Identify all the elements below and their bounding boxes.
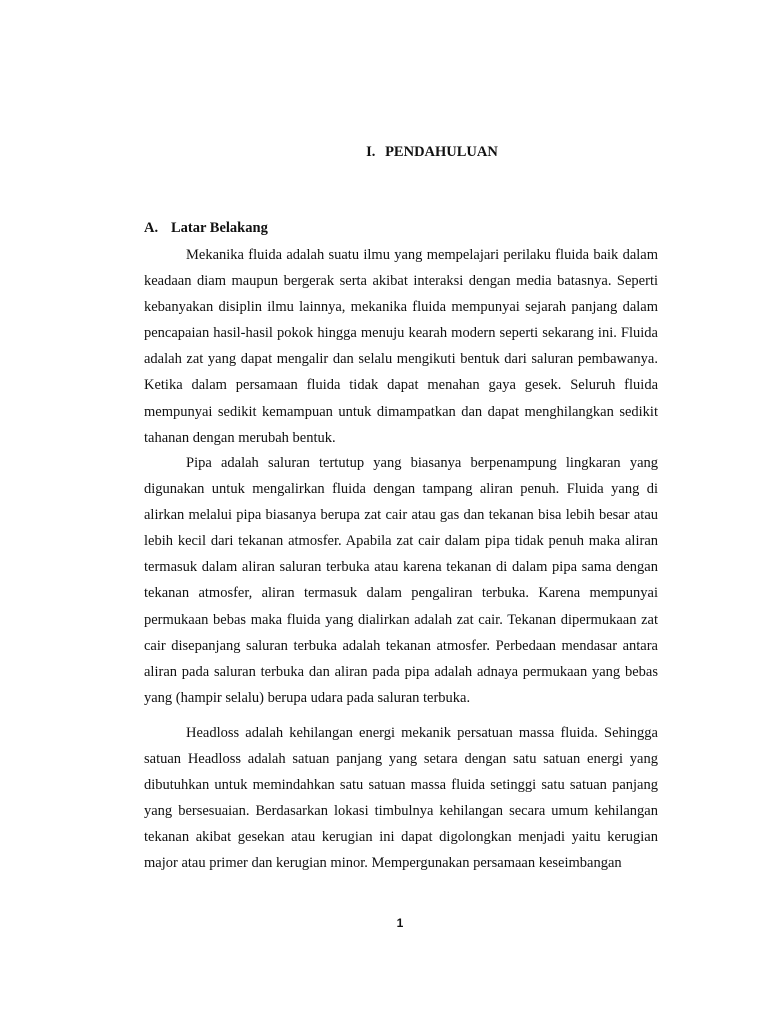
section-title-text: Latar Belakang [171, 220, 268, 236]
paragraph: Mekanika fluida adalah suatu ilmu yang mempelajari perilaku fluida baik dalam keadaan diam maupun bergerak serta akibat interaksi dengan media batasnya. Seperti kebanyakan disiplin ilmu lainnya, mekanika fluida mempunyai sejarah panjang dalam pencapaian hasil-hasil pokok hingga menuju kearah modern seperti sekarang ini. Fluida adalah zat yang dapat mengalir dan selalu mengikuti bentuk dari saluran pembawanya. Ketika dalam persamaan fluida tidak dapat menahan gaya gesek. Seluruh fluida mempunyai sedikit kemampuan untuk dimampatkan dan dapat menghilangkan sedikit tahanan dengan merubah bentuk. [144, 247, 658, 446]
section-heading [144, 219, 268, 237]
chapter-number: I. [366, 144, 376, 160]
page-number: 1 [396, 916, 404, 930]
paragraph: Pipa adalah saluran tertutup yang biasanya berpenampung lingkaran yang digunakan untuk mengalirkan fluida dengan tampang aliran penuh. Fluida yang di alirkan melalui pipa biasanya berupa zat cair atau gas dan tekanan bisa lebih besar atau lebih kecil dari tekanan atmosfer. Apabila zat cair dalam pipa tidak penuh maka aliran termasuk dalam aliran saluran terbuka atau karena tekanan di dalam pipa sama dengan tekanan atmosfer, aliran termasuk dalam pengaliran terbuka. Karena mempunyai permukaan bebas maka fluida yang dialirkan adalah zat cair. Tekanan dipermukaan zat cair disepanjang saluran terbuka adalah tekanan atmosfer. Perbedaan mendasar antara aliran pada saluran terbuka dan aliran pada pipa adalah adnaya permukaan yang bebas yang (hampir selalu) berupa udara pada saluran terbuka. [144, 455, 658, 706]
paragraph: Headloss adalah kehilangan energi mekanik persatuan massa fluida. Sehingga satuan Headloss adalah satuan panjang yang setara dengan satu satuan energi yang dibutuhkan untuk memindahkan satu satuan massa fluida setinggi satu satuan panjang yang bersesuaian. Berdasarkan lokasi timbulnya kehilangan secara umum kehilangan tekanan akibat gesekan atau kerugian ini dapat digolongkan menjadi yaitu kerugian major atau primer dan kerugian minor. Mempergunakan persamaan keseimbangan [144, 725, 658, 872]
chapter-title [144, 143, 658, 161]
chapter-title-text: PENDAHULUAN [385, 144, 498, 160]
section-letter: A. [144, 220, 159, 236]
